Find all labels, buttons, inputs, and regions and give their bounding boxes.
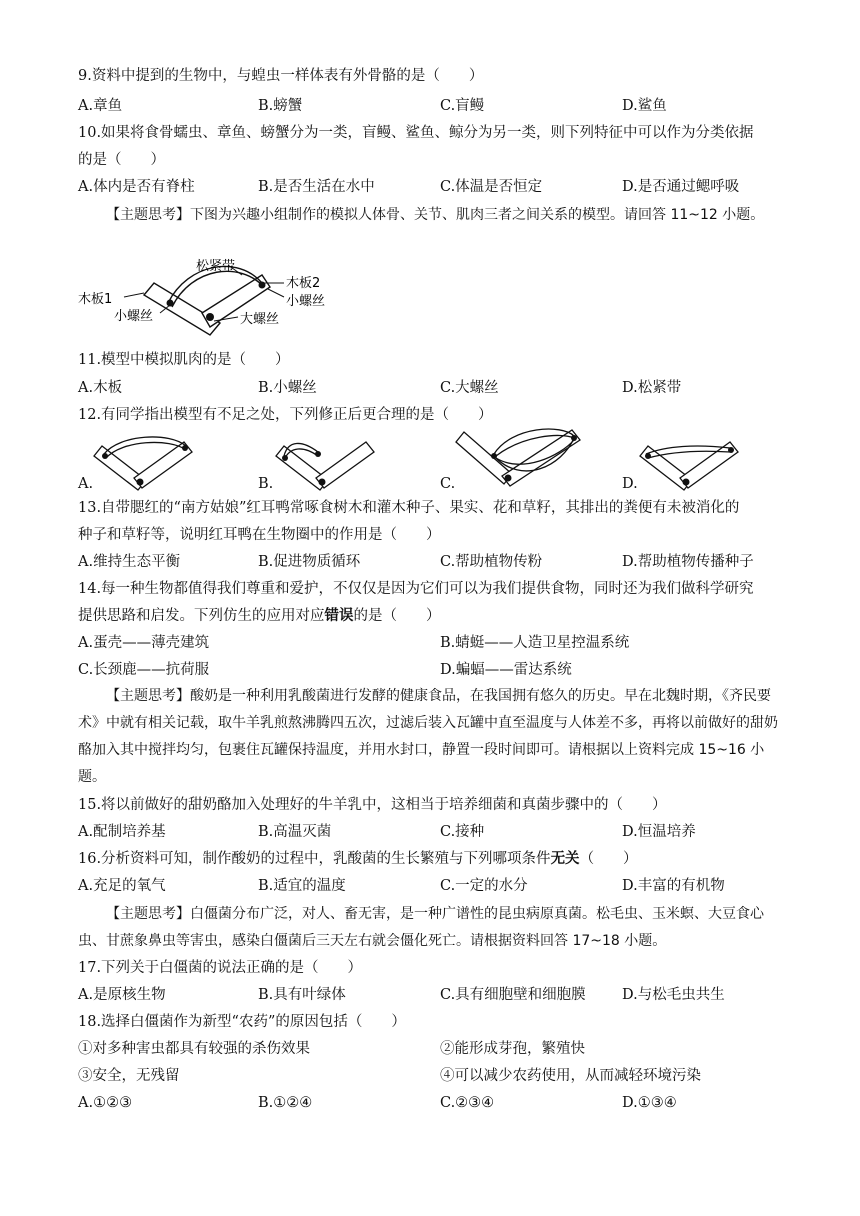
- q17-stem: 17.下列关于白僵菌的说法正确的是（ ）: [78, 960, 363, 976]
- q14-option-b: B.蜻蜓——人造卫星控温系统: [440, 635, 630, 651]
- q14-emphasis-wrong: 错误: [324, 607, 354, 624]
- topic-intro-model: 【主题思考】下图为兴趣小组制作的模拟人体骨、关节、肌肉三者之间关系的模型。请回答 11~12 小题。: [106, 207, 765, 223]
- q12-option-d: D.: [622, 476, 638, 492]
- q11-stem: 11.模型中模拟肌肉的是（ ）: [78, 352, 290, 368]
- q14-option-d: D.蝙蝠——雷达系统: [440, 662, 572, 678]
- q9-option-c: C.盲鳗: [440, 98, 485, 114]
- q15-stem: 15.将以前做好的甜奶酪加入处理好的牛羊乳中，这相当于培养细菌和真菌步骤中的（ ）: [78, 797, 667, 813]
- joint-model-diagram: [78, 253, 348, 343]
- q16-option-c: C.一定的水分: [440, 878, 528, 894]
- q10-option-c: C.体温是否恒定: [440, 179, 543, 195]
- q10-stem-line1: 10.如果将食骨蠕虫、章鱼、螃蟹分为一类，盲鳗、鲨鱼、鲸分为另一类，则下列特征中可以作为分类依据: [78, 125, 754, 141]
- label-strap: 松紧带: [196, 259, 236, 274]
- q13-option-c: C.帮助植物传粉: [440, 554, 543, 570]
- q18-option-a: A.①②③: [78, 1095, 133, 1111]
- topic-tag: 【主题思考】: [106, 207, 190, 223]
- label-board2: 木板2: [286, 276, 321, 291]
- q15-option-a: A.配制培养基: [78, 824, 166, 840]
- q18-option-b: B.①②④: [258, 1095, 313, 1111]
- label-small-screw-left: 小螺丝: [114, 309, 154, 324]
- label-board1: 木板1: [78, 292, 113, 307]
- topic-intro-fungus: 【主题思考】白僵菌分布广泛，对人、畜无害，是一种广谱性的昆虫病原真菌。松毛虫、玉米螟、大豆食心虫、甘蔗象鼻虫等害虫，感染白僵菌后三天左右就会僵化死亡。请根据资料回答 17~18 小题。: [78, 906, 764, 949]
- q9-stem: 9.资料中提到的生物中，与蝗虫一样体表有外骨骼的是（ ）: [78, 68, 484, 84]
- q18-option-c: C.②③④: [440, 1095, 495, 1111]
- q12-option-d-diagram: [636, 434, 756, 494]
- q15-option-b: B.高温灭菌: [258, 824, 332, 840]
- q13-option-a: A.维持生态平衡: [78, 554, 181, 570]
- q17-option-c: C.具有细胞壁和细胞膜: [440, 987, 586, 1003]
- q14-option-c: C.长颈鹿——抗荷服: [78, 662, 210, 678]
- q16-stem: 16.分析资料可知，制作酸奶的过程中，乳酸菌的生长繁殖与下列哪项条件无关（ ）: [78, 850, 638, 867]
- big-screw-dot: [206, 313, 214, 321]
- q12-option-a: A.: [78, 476, 94, 492]
- q14-stem-line2: 提供思路和启发。下列仿生的应用对应错误的是（ ）: [78, 607, 441, 624]
- q16-emphasis-unrelated: 无关: [550, 850, 580, 867]
- q18-option-d: D.①③④: [622, 1095, 677, 1111]
- q9-option-a: A.章鱼: [78, 98, 123, 114]
- q9-option-b: B.螃蟹: [258, 98, 303, 114]
- label-big-screw: 大螺丝: [240, 312, 280, 327]
- q11-option-b: B.小螺丝: [258, 380, 317, 396]
- q11-option-a: A.木板: [78, 380, 123, 396]
- q10-option-a: A.体内是否有脊柱: [78, 179, 195, 195]
- q12-option-a-diagram: [90, 434, 210, 494]
- q13-option-d: D.帮助植物传播种子: [622, 554, 754, 570]
- q12-stem: 12.有同学指出模型有不足之处，下列修正后更合理的是（ ）: [78, 407, 493, 423]
- q12-option-b-diagram: [272, 434, 392, 494]
- q10-stem-line2: 的是（ ）: [78, 152, 165, 168]
- q12-option-b: B.: [258, 476, 274, 492]
- q11-option-c: C.大螺丝: [440, 380, 499, 396]
- topic-intro-yogurt: 【主题思考】酸奶是一种利用乳酸菌进行发酵的健康食品，在我国拥有悠久的历史。早在北魏时期，《齐民要术》中就有相关记载，取牛羊乳煎熬沸腾四五次，过滤后装入瓦罐中直至温度与人体差不多，再将以前做好的甜奶酪加入其中搅拌均匀，包裹住瓦罐保持温度，并用水封口，静置一段时间即可。请根据以上资料完成 15~16 小题。: [78, 688, 778, 785]
- q13-stem-line1: 13.自带腮红的“南方姑娘”红耳鸭常啄食树木和灌木种子、果实、花和草籽，其排出的粪便有未被消化的: [78, 500, 740, 516]
- q12-option-c: C.: [440, 476, 456, 492]
- q15-option-c: C.接种: [440, 824, 485, 840]
- q14-stem-line1: 14.每一种生物都值得我们尊重和爱护，不仅仅是因为它们可以为我们提供食物，同时还为我们做科学研究: [78, 581, 754, 597]
- q13-stem-line2: 种子和草籽等，说明红耳鸭在生物圈中的作用是（ ）: [78, 527, 441, 543]
- q16-option-a: A.充足的氧气: [78, 878, 166, 894]
- q14-option-a: A.蛋壳——薄壳建筑: [78, 635, 210, 651]
- q11-option-d: D.松紧带: [622, 380, 682, 396]
- q17-option-d: D.与松毛虫共生: [622, 987, 725, 1003]
- label-small-screw-right: 小螺丝: [286, 294, 326, 309]
- q10-option-b: B.是否生活在水中: [258, 179, 375, 195]
- q18-item-2: ②能形成芽孢，繁殖快: [440, 1041, 585, 1057]
- q18-item-3: ③安全，无残留: [78, 1068, 180, 1084]
- q13-option-b: B.促进物质循环: [258, 554, 361, 570]
- q17-option-a: A.是原核生物: [78, 987, 166, 1003]
- q17-option-b: B.具有叶绿体: [258, 987, 346, 1003]
- q18-item-1: ①对多种害虫都具有较强的杀伤效果: [78, 1041, 310, 1057]
- q15-option-d: D.恒温培养: [622, 824, 696, 840]
- q16-option-d: D.丰富的有机物: [622, 878, 725, 894]
- q18-stem: 18.选择白僵菌作为新型“农药”的原因包括（ ）: [78, 1014, 406, 1030]
- q12-option-c-diagram: [452, 426, 582, 494]
- q16-option-b: B.适宜的温度: [258, 878, 346, 894]
- q18-item-4: ④可以减少农药使用，从而减轻环境污染: [440, 1068, 701, 1084]
- q10-option-d: D.是否通过鳃呼吸: [622, 179, 740, 195]
- topic-tag: 【主题思考】: [106, 688, 190, 704]
- topic-tag: 【主题思考】: [106, 906, 190, 922]
- q9-option-d: D.鲨鱼: [622, 98, 667, 114]
